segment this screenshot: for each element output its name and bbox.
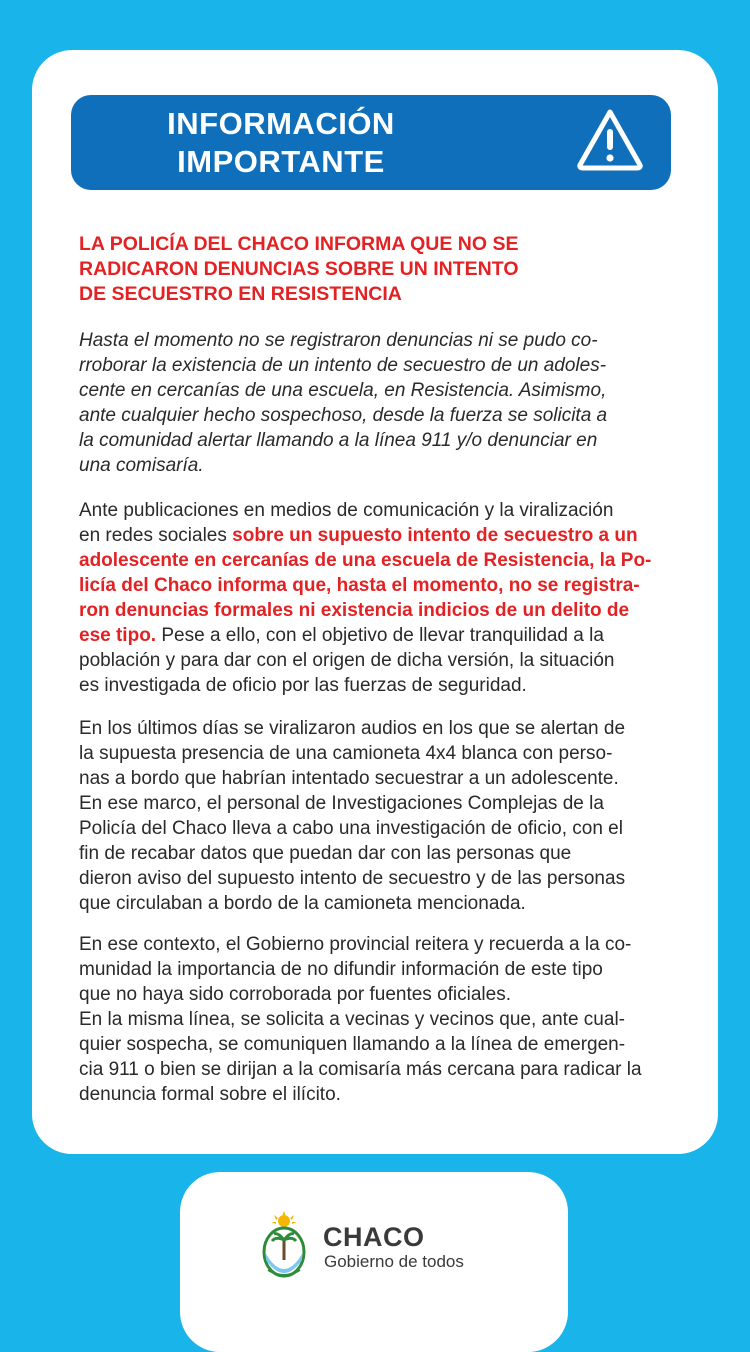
info-banner bbox=[71, 95, 671, 190]
paragraph-3: En los últimos días se viralizaron audios en los que se alertan de la supuesta presencia de una camioneta 4x4 blanca con perso- nas a bordo que habrían intentado secuestrar a un adolescente. En ese marco, el personal de Investigaciones Complejas de la Policía del Chaco lleva a cabo una investigación de oficio, con el fin de recabar datos que puedan dar con las personas que dieron aviso del supuesto intento de secuestro y de las personas que circulaban a bordo de la camioneta mencionada. bbox=[79, 718, 626, 914]
headline: LA POLICÍA DEL CHACO INFORMA QUE NO SE RADICARON DENUNCIAS SOBRE UN INTENTO DE SECUESTRO EN RESISTENCIA bbox=[79, 233, 519, 305]
paragraph-4: En ese contexto, el Gobierno provincial reitera y recuerda a la co- munidad la importancia de no difundir información de este tipo que no haya sido corroborada por fuentes oficiales. En la misma línea, se solicita a vecinas y vecinos que, ante cual- quier sospecha, se comuniquen llamando a la línea de emergen- cia 911 o bien se dirijan a la comisaría más cercana para radicar la denuncia formal sobre el ilícito. bbox=[79, 934, 642, 1105]
banner-title: INFORMACIÓN IMPORTANTE bbox=[167, 106, 395, 179]
brand-name: CHACO bbox=[323, 1222, 425, 1252]
info-card bbox=[32, 50, 718, 1154]
brand-tagline: Gobierno de todos bbox=[324, 1252, 464, 1271]
paragraph-2 bbox=[79, 498, 679, 698]
provincial-crest-icon bbox=[259, 1210, 309, 1282]
paragraph-2-text-end: Pese a ello, con el objetivo de llevar tranquilidad a la población y para dar con el origen de dicha versión, la situación es investigada de oficio por las fuerzas de seguridad. bbox=[79, 625, 615, 696]
paragraph-2-highlight: sobre un supuesto intento de secuestro a un adolescente en cercanías de una escuela de Resistencia, la Po- licía del Chaco informa que, hasta el momento, no se registra- ron denuncias formales ni existencia indicios de un delito de ese tipo. bbox=[79, 525, 652, 646]
lead-paragraph: Hasta el momento no se registraron denuncias ni se pudo co- rroborar la existencia de un intento de secuestro de un adoles- cente en cercanías de una escuela, en Resistencia. Asimismo, ante cualquier hecho sospechoso, desde la fuerza se solicita a la comunidad alertar llamando a la línea 911 y/o denunciar en una comisaría. bbox=[79, 330, 608, 476]
warning-icon bbox=[576, 107, 644, 171]
paragraph-2-text: Ante publicaciones en medios de comunicación y la viralización en redes sociales bbox=[79, 500, 614, 546]
footer-logo-panel bbox=[180, 1172, 568, 1352]
